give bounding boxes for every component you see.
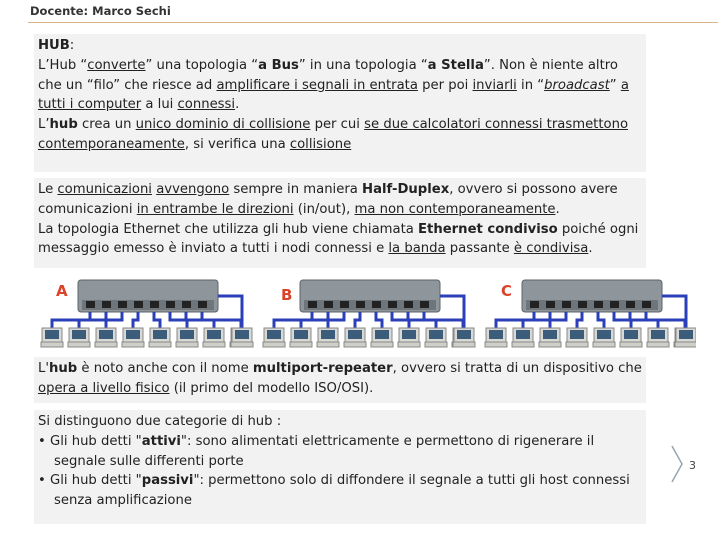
text-run: hub: [49, 117, 78, 133]
communication-box: [34, 178, 646, 268]
text-run: Ethernet condiviso: [418, 221, 558, 237]
hub-port-icon: [404, 301, 413, 308]
text-run: la banda: [388, 241, 446, 257]
hub-diagram-svg: [36, 272, 696, 352]
computer-base: [122, 342, 144, 347]
text-run: ma non contemporaneamente: [354, 201, 556, 217]
text-run: amplificare i segnali in entrata: [216, 77, 418, 93]
computer-base: [485, 342, 507, 347]
text-run: ": permettono solo di diffondere il segnale a tutti gli host connessi senza amplificazione: [54, 473, 630, 509]
multiport-paragraph: [38, 359, 642, 399]
text-run: ” in una topologia “: [298, 57, 428, 73]
text-run: converte: [87, 57, 146, 73]
hub-port-icon: [102, 301, 111, 308]
computer-base: [176, 342, 198, 347]
hub-port-icon: [562, 301, 571, 308]
text-run: è condivisa: [513, 241, 589, 257]
hub-categories-box: [34, 410, 646, 524]
text-run: Le: [38, 182, 58, 197]
hub-port-icon: [642, 301, 651, 308]
computer-base: [203, 342, 225, 347]
computer-base: [425, 342, 447, 347]
computer-base: [566, 342, 588, 347]
computer-base: [317, 342, 339, 347]
computer-screen: [543, 330, 557, 339]
text-run: multiport-repeater: [252, 361, 393, 376]
text-run: .: [588, 241, 593, 257]
text-run: ”. Non è niente altro che un “filo” che riesce ad: [38, 57, 618, 93]
hub-port-icon: [546, 301, 555, 308]
text-run: • Gli hub detti ": [38, 473, 142, 489]
network-cable: [106, 312, 122, 328]
text-run: è noto anche con il nome: [77, 361, 253, 376]
text-run: a: [620, 77, 629, 93]
computer-base: [231, 342, 253, 347]
hub-port-icon: [340, 301, 349, 308]
text-run: (il primo del modello ISO/OSI).: [169, 380, 374, 396]
network-cable: [376, 312, 382, 328]
text-run: poiché ogni messaggio emesso è inviato a tutti i nodi connessi e: [38, 221, 639, 257]
hub-port-strip: [526, 300, 658, 310]
computer-screen: [679, 330, 693, 339]
computer-screen: [235, 330, 249, 339]
text-run: crea un: [77, 117, 136, 133]
computer-screen: [489, 330, 503, 339]
text-run: connessi: [177, 97, 236, 113]
text-run: avvengono: [156, 182, 230, 197]
computer-screen: [321, 330, 335, 339]
computer-screen: [126, 330, 140, 339]
hub-port-icon: [118, 301, 127, 308]
hub-paragraph-1: [38, 56, 642, 115]
hub-port-icon: [134, 301, 143, 308]
hub-label-a: A: [56, 282, 68, 300]
text-run: La topologia Ethernet che utilizza gli hub viene chiamata: [38, 221, 419, 237]
computer-base: [539, 342, 561, 347]
text-run: comunicazioni: [57, 182, 152, 197]
text-run: ” una topologia “: [145, 57, 259, 73]
text-run: , si verifica una: [184, 136, 290, 152]
computer-screen: [72, 330, 86, 339]
text-run: se due calcolatori connessi trasmettono contemporaneamente: [38, 117, 629, 152]
computer-base: [95, 342, 117, 347]
hub-illustration: [36, 272, 696, 352]
text-run: collisione: [289, 136, 352, 152]
communication-paragraph-1: [38, 180, 642, 220]
computer-screen: [348, 330, 362, 339]
text-run: • Gli hub detti ": [38, 433, 142, 449]
computer-screen: [294, 330, 308, 339]
text-run: a Bus: [258, 57, 299, 73]
computer-screen: [402, 330, 416, 339]
hub-title: [38, 36, 642, 56]
computer-screen: [624, 330, 638, 339]
text-run: a lui: [141, 97, 178, 113]
text-run: in entrambe le direzioni: [136, 201, 294, 217]
categories-intro: Si distinguono due categorie di hub :: [38, 414, 282, 429]
computer-screen: [153, 330, 167, 339]
multiport-repeater-box: [34, 357, 646, 403]
text-run: passante: [445, 241, 514, 257]
text-run: attivi: [141, 433, 181, 449]
computer-base: [290, 342, 312, 347]
computer-screen: [99, 330, 113, 339]
text-run: broadcast: [544, 77, 610, 93]
network-cable: [424, 312, 463, 328]
network-cable: [202, 312, 241, 328]
network-cable: [577, 312, 582, 328]
computer-screen: [267, 330, 281, 339]
computer-screen: [597, 330, 611, 339]
hub-definition-box: [34, 34, 646, 172]
hub-port-icon: [372, 301, 381, 308]
hub-port-icon: [308, 301, 317, 308]
computer-screen: [570, 330, 584, 339]
text-run: inviarli: [472, 77, 517, 93]
text-run: (in/out),: [293, 201, 355, 217]
text-run: L’Hub “: [38, 57, 88, 73]
hub-port-icon: [626, 301, 635, 308]
computer-base: [344, 342, 366, 347]
hub-title-text: HUB: [38, 38, 70, 53]
computer-screen: [457, 330, 471, 339]
computer-base: [41, 342, 63, 347]
computer-screen: [375, 330, 389, 339]
text-run: hub: [48, 361, 78, 376]
hub-port-strip: [82, 300, 214, 310]
network-cable: [133, 312, 138, 328]
communication-paragraph-2: [38, 220, 642, 260]
network-cable: [440, 296, 464, 328]
hub-port-icon: [86, 301, 95, 308]
text-run: .: [235, 97, 240, 113]
computer-base: [593, 342, 615, 347]
text-run: L': [38, 361, 49, 376]
network-cable: [523, 312, 550, 328]
text-run: tutti i computer: [38, 97, 142, 113]
text-run: per poi: [417, 77, 473, 93]
computer-screen: [516, 330, 530, 339]
computer-base: [453, 342, 475, 347]
hub-port-icon: [324, 301, 333, 308]
hub-title-colon: :: [69, 38, 75, 53]
hub-port-icon: [166, 301, 175, 308]
next-slide-arrow-icon[interactable]: [670, 444, 684, 484]
computer-screen: [45, 330, 59, 339]
bullet-passive-hub: [38, 471, 642, 511]
computer-screen: [651, 330, 665, 339]
computer-base: [149, 342, 171, 347]
text-run: in “: [516, 77, 545, 93]
hub-port-icon: [388, 301, 397, 308]
text-run: unico dominio di collisione: [135, 117, 311, 133]
network-cable: [328, 312, 344, 328]
computer-base: [512, 342, 534, 347]
network-cable: [662, 296, 686, 328]
computer-base: [371, 342, 393, 347]
hub-port-icon: [198, 301, 207, 308]
computer-screen: [180, 330, 194, 339]
network-cable: [392, 312, 409, 328]
hub-port-icon: [182, 301, 191, 308]
text-run: ”: [609, 77, 621, 93]
computer-base: [675, 342, 696, 347]
computer-base: [68, 342, 90, 347]
text-run: , ovvero si possono avere comunicazioni: [38, 182, 618, 217]
text-run: per cui: [310, 117, 365, 133]
computer-screen: [207, 330, 221, 339]
hub-port-strip: [304, 300, 436, 310]
text-run: opera a livello fisico: [38, 380, 170, 396]
network-cable: [355, 312, 360, 328]
hub-port-icon: [578, 301, 587, 308]
hub-label-b: B: [281, 286, 293, 304]
network-cable: [550, 312, 566, 328]
hub-port-icon: [530, 301, 539, 308]
text-run: , ovvero si tratta di un dispositivo che: [392, 361, 642, 376]
network-cable: [218, 296, 242, 328]
text-run: .: [555, 201, 560, 217]
hub-port-icon: [420, 301, 429, 308]
text-run: a Stella: [427, 57, 484, 73]
text-run: ": sono alimentati elettricamente e permettono di rigenerare il segnale sulle differenti porte: [54, 433, 595, 469]
text-run: Half-Duplex: [362, 182, 450, 197]
hub-port-icon: [610, 301, 619, 308]
header-author: Docente: Marco Sechi: [30, 4, 171, 18]
network-cable: [79, 312, 106, 328]
network-cable: [170, 312, 187, 328]
computer-base: [620, 342, 642, 347]
network-cable: [646, 312, 685, 328]
hub-port-icon: [150, 301, 159, 308]
hub-label-c: C: [501, 282, 513, 300]
network-cable: [614, 312, 631, 328]
network-cable: [154, 312, 160, 328]
text-run: sempre in maniera: [229, 182, 363, 197]
hub-port-icon: [356, 301, 365, 308]
text-run: passivi: [141, 473, 194, 489]
computer-base: [398, 342, 420, 347]
network-cable: [598, 312, 604, 328]
bullet-active-hub: [38, 432, 642, 472]
network-cable: [301, 312, 328, 328]
computer-screen: [429, 330, 443, 339]
text-run: L’: [38, 117, 50, 133]
computer-base: [647, 342, 669, 347]
header-rule: [28, 22, 718, 23]
page-number: 3: [689, 459, 696, 472]
hub-port-icon: [594, 301, 603, 308]
computer-base: [263, 342, 285, 347]
hub-paragraph-2: [38, 115, 642, 155]
